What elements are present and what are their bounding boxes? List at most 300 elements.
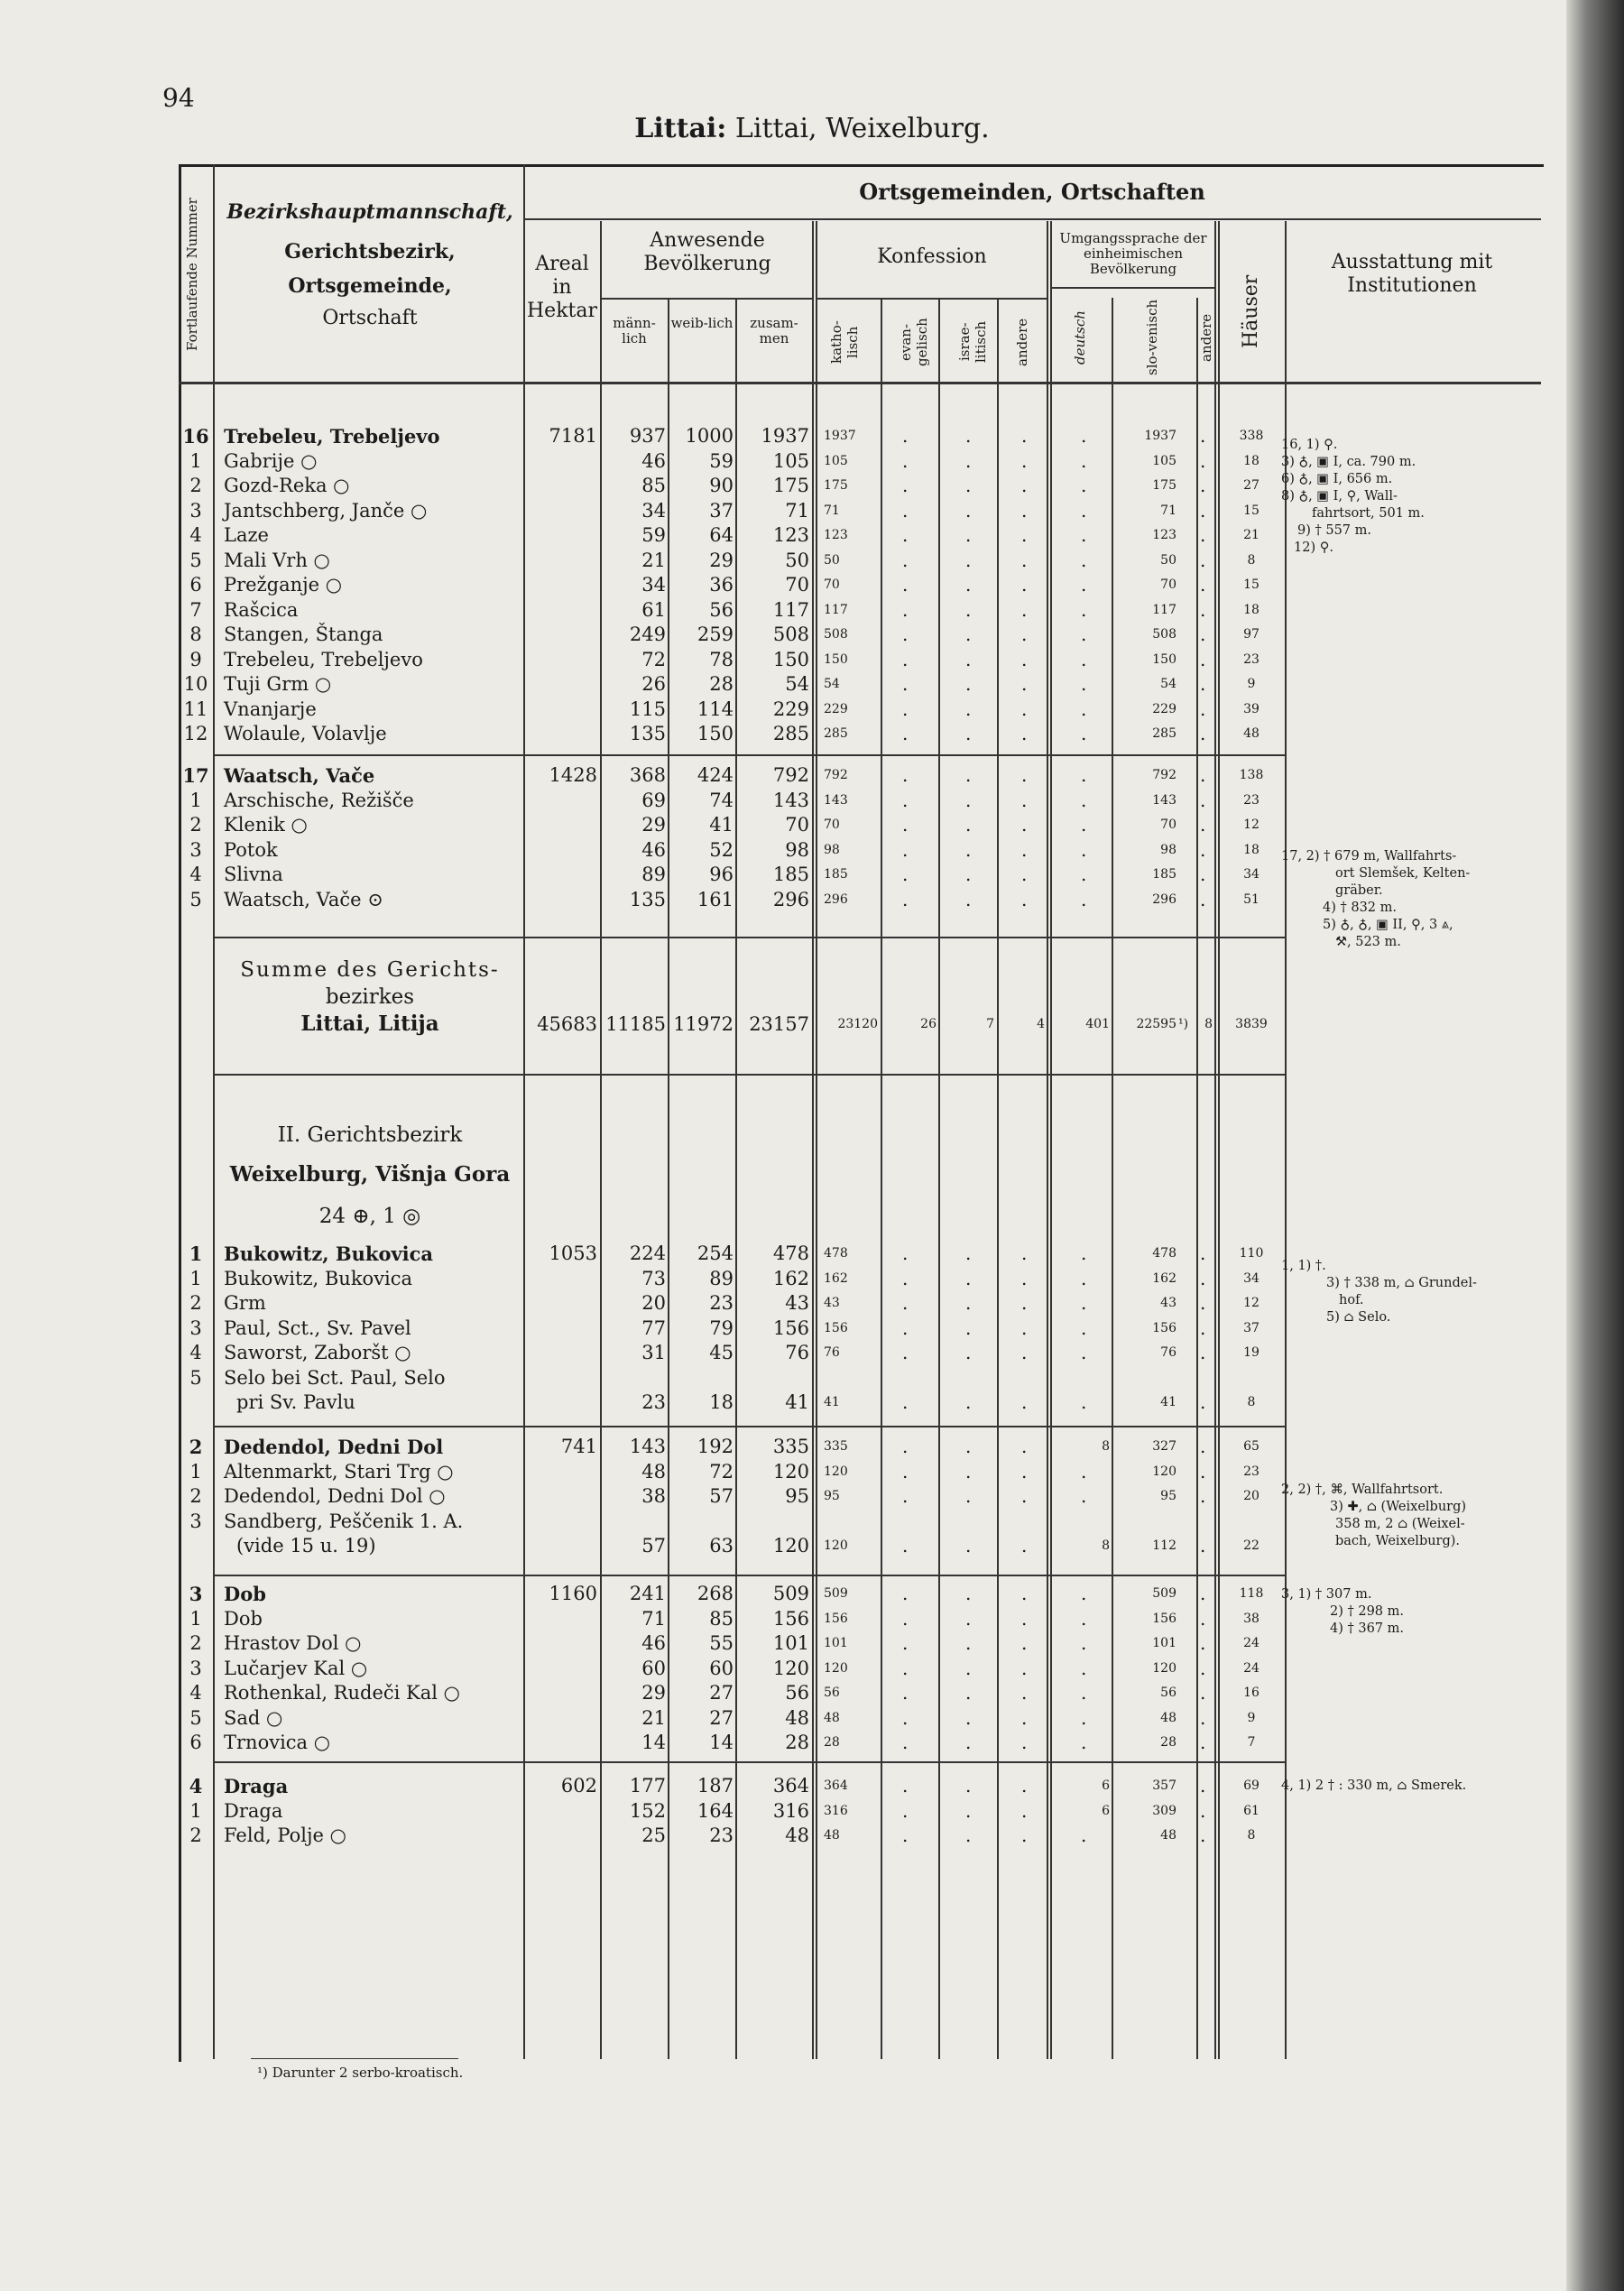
header-andere2: andere [1198,313,1214,362]
remark-line: 4) † 832 m. [1323,901,1397,915]
row-slovenisch: 71 [1160,503,1176,518]
row-ortschaft: Hrastov Dol ○ [224,1632,362,1654]
row-weiblich: 74 [709,789,734,811]
row-weiblich: 89 [709,1267,734,1289]
row-zusammen: 48 [785,1706,809,1729]
empty-cell-dot: . [1021,814,1028,836]
row-weiblich: 23 [709,1824,734,1846]
empty-cell-dot: . [902,1460,909,1483]
empty-cell-dot: . [902,1267,909,1289]
scan-edge-shadow [1566,0,1624,2291]
row-zusammen: 150 [772,648,809,670]
empty-cell-dot: . [965,598,972,621]
row-ortschaft: Lučarjev Kal ○ [224,1657,368,1679]
empty-cell-dot: . [1200,1534,1206,1557]
row-maennlich: 34 [641,499,666,522]
row-katholisch: 95 [824,1489,840,1503]
row-ortschaft: Trnovica ○ [224,1732,331,1753]
row-number: 6 [189,574,202,596]
empty-cell-dot: . [1200,723,1206,744]
row-ortschaft: Wolaule, Volavlje [224,723,387,744]
summary-sup: ¹) [1178,1017,1189,1031]
row-maennlich: 937 [629,425,666,447]
row-zusammen: 285 [772,723,809,744]
row-ortschaft: Saworst, Zaboršt ○ [224,1342,411,1363]
empty-cell-dot: . [902,1583,909,1604]
empty-cell-dot: . [1021,1824,1028,1846]
row-zusammen: 156 [772,1316,809,1339]
empty-cell-dot: . [902,1316,909,1339]
row-haeuser: 8 [1247,1828,1256,1843]
row-weiblich: 79 [709,1316,734,1339]
row-slovenisch: 478 [1152,1246,1176,1261]
row-katholisch: 28 [824,1735,840,1750]
row-maennlich: 71 [641,1607,666,1630]
empty-cell-dot: . [902,1436,909,1457]
table-row [0,1824,1624,1848]
empty-cell-dot: . [1081,1460,1087,1483]
table-row [0,623,1624,647]
row-ortschaft: Gozd-Reka ○ [224,475,350,496]
empty-cell-dot: . [1200,764,1206,786]
row-zusammen: 48 [785,1824,809,1846]
remark-line: 16, 1) ⚲. [1281,438,1338,452]
remark-line: 2, 2) †, ⌘, Wallfahrtsort. [1281,1483,1444,1497]
empty-cell-dot: . [902,1485,909,1507]
row-zusammen: 70 [785,574,809,596]
row-zusammen: 316 [772,1799,809,1822]
empty-cell-dot: . [1021,499,1028,522]
row-slovenisch: 117 [1152,602,1176,617]
row-zusammen: 229 [772,697,809,720]
row-haeuser: 34 [1243,867,1260,882]
empty-cell-dot: . [965,1732,972,1753]
empty-cell-dot: . [902,1657,909,1679]
empty-cell-dot: . [965,673,972,695]
summary-haus: 3839 [1235,1017,1268,1031]
empty-cell-dot: . [1021,1242,1028,1264]
row-number: 2 [189,1436,203,1458]
row-katholisch: 120 [824,1660,848,1676]
row-haeuser: 48 [1243,726,1260,741]
empty-cell-dot: . [1200,673,1206,695]
empty-cell-dot: . [902,1292,909,1314]
row-katholisch: 285 [824,726,848,741]
row-maennlich: 14 [641,1732,666,1753]
row-slovenisch: 70 [1160,577,1176,592]
row-slovenisch: 98 [1160,842,1176,857]
row-haeuser: 12 [1243,1296,1260,1310]
summary-line2: bezirkes [325,985,415,1009]
header-bezirk-line1: Bezirkshauptmannschaft, [226,200,513,224]
row-ortschaft: Prežganje ○ [224,574,343,596]
row-haeuser: 24 [1243,1660,1260,1676]
empty-cell-dot: . [1081,1824,1087,1846]
table-row [0,672,1624,697]
empty-cell-dot: . [1021,549,1028,571]
row-slovenisch: 95 [1160,1489,1176,1503]
empty-cell-dot: . [965,697,972,720]
empty-cell-dot: . [1200,1267,1206,1289]
row-ortschaft: Stangen, Štanga [224,624,383,645]
row-ortschaft: Bukowitz, Bukovica [224,1242,434,1265]
row-haeuser: 118 [1239,1586,1264,1601]
empty-cell-dot: . [1081,888,1087,910]
header-katholisch: katho-lisch [828,320,861,364]
row-haeuser: 97 [1243,627,1260,642]
empty-cell-dot: . [1021,475,1028,496]
row-ortschaft: Vnanjarje [224,697,317,720]
empty-cell-dot: . [965,1632,972,1654]
row-maennlich: 57 [641,1534,666,1557]
summary-kath: 23120 [837,1017,878,1031]
empty-cell-dot: . [1200,1682,1206,1704]
table-row [0,1341,1624,1365]
row-areal: 602 [560,1775,597,1797]
empty-cell-dot: . [1200,1316,1206,1339]
row-katholisch: 229 [824,701,848,716]
table-row [0,598,1624,623]
row-weiblich: 18 [709,1390,734,1413]
row-zusammen: 335 [772,1436,809,1457]
row-number: 1 [189,1460,202,1483]
empty-cell-dot: . [965,864,972,885]
empty-cell-dot: . [1200,814,1206,836]
table-row [0,813,1624,837]
remark-line: 3) † 338 m, ⌂ Grundel- [1326,1276,1477,1290]
empty-cell-dot: . [965,1267,972,1289]
row-maennlich: 29 [641,1682,666,1704]
page-title-rest: Littai, Weixelburg. [726,113,990,144]
row-ortschaft: Dob [224,1583,266,1605]
row-slovenisch: 48 [1160,1710,1176,1725]
row-maennlich: 72 [641,648,666,670]
table-row [0,1366,1624,1413]
row-maennlich: 60 [641,1657,666,1679]
row-number: 1 [189,1267,202,1289]
empty-cell-dot: . [1200,1342,1206,1363]
row-areal: 741 [560,1436,597,1457]
empty-cell-dot: . [1200,838,1206,861]
remark-line: hof. [1339,1293,1364,1307]
empty-cell-dot: . [965,814,972,836]
empty-cell-dot: . [1021,723,1028,744]
row-maennlich: 46 [641,1632,666,1654]
remark-line: 2) † 298 m. [1330,1604,1404,1619]
row-ortschaft: Altenmarkt, Stari Trg ○ [224,1460,454,1483]
row-haeuser: 18 [1243,842,1260,857]
row-deutsch: 8 [1102,1439,1110,1454]
row-slovenisch: 70 [1160,818,1176,832]
empty-cell-dot: . [1200,1657,1206,1679]
empty-cell-dot: . [965,499,972,522]
row-slovenisch: 56 [1160,1686,1176,1700]
empty-cell-dot: . [902,697,909,720]
table-row [0,1706,1624,1731]
row-maennlich: 46 [641,838,666,861]
empty-cell-dot: . [902,549,909,571]
row-katholisch: 123 [824,528,848,542]
row-haeuser: 16 [1243,1686,1260,1700]
empty-cell-dot: . [1081,697,1087,720]
summary-row [0,1012,1624,1037]
row-katholisch: 162 [824,1270,848,1286]
remark-line: 6) ♁, ▣ I, 656 m. [1281,472,1393,486]
summary-deu: 401 [1085,1017,1110,1031]
row-haeuser: 18 [1243,602,1260,617]
row-ortschaft: Grm [224,1292,266,1314]
empty-cell-dot: . [965,1775,972,1797]
row-number: 1 [189,1607,202,1630]
row-zusammen: 120 [772,1534,809,1557]
row-haeuser: 51 [1243,891,1260,907]
header-maennlich: männ-lich [613,315,656,346]
empty-cell-dot: . [1081,1316,1087,1339]
empty-cell-dot: . [1200,1583,1206,1604]
row-katholisch: 76 [824,1345,840,1360]
row-zusammen: 28 [785,1732,809,1753]
remarks-2 [1281,1482,1543,1550]
summary-slov: 22595 [1136,1017,1176,1031]
row-number: 16 [182,425,209,448]
row-katholisch: 175 [824,478,848,493]
table-row [0,763,1624,788]
row-ortschaft: Waatsch, Vače ⊙ [224,888,383,910]
row-haeuser: 61 [1243,1803,1260,1818]
row-ortschaft: Tuji Grm ○ [224,673,332,695]
row-ortschaft: Arschische, Režišče [224,789,414,811]
empty-cell-dot: . [965,475,972,496]
row-number: 17 [182,764,209,787]
row-haeuser: 9 [1247,1710,1256,1725]
row-ortschaft: Dedendol, Dedni Dol ○ [224,1485,446,1507]
row-zusammen: 76 [785,1342,809,1363]
row-number: 11 [183,697,208,720]
row-maennlich: 241 [629,1583,666,1604]
empty-cell-dot: . [1200,449,1206,472]
row-weiblich: 64 [709,524,734,546]
row-ortschaft: Dob [224,1607,263,1630]
row-ortschaft: Bukowitz, Bukovica [224,1267,413,1289]
empty-cell-dot: . [965,1436,972,1457]
empty-cell-dot: . [965,524,972,546]
group-rule [213,937,1285,938]
row-maennlich: 26 [641,673,666,695]
empty-cell-dot: . [965,1485,972,1507]
row-areal: 1160 [549,1583,597,1604]
row-number: 1 [189,789,202,811]
row-weiblich: 52 [709,838,734,861]
empty-cell-dot: . [965,764,972,786]
empty-cell-dot: . [902,814,909,836]
section2-line3: 24 ⊕, 1 ◎ [318,1205,421,1228]
empty-cell-dot: . [1021,789,1028,811]
page-number: 94 [162,83,195,113]
empty-cell-dot: . [1081,598,1087,621]
row-zusammen: 175 [772,475,809,496]
table-row [0,1460,1624,1484]
summary-evan: 26 [920,1017,937,1031]
empty-cell-dot: . [965,1292,972,1314]
row-katholisch: 98 [824,842,840,857]
empty-cell-dot: . [1081,1607,1087,1630]
empty-cell-dot: . [965,624,972,645]
row-katholisch: 296 [824,891,848,907]
remarks-4 [1281,1778,1543,1795]
row-maennlich: 25 [641,1824,666,1846]
row-slovenisch: 309 [1152,1803,1176,1818]
empty-cell-dot: . [965,1824,972,1846]
empty-cell-dot: . [902,1607,909,1630]
row-haeuser: 20 [1243,1489,1260,1503]
row-number: 2 [189,1292,202,1314]
row-maennlich: 20 [641,1292,666,1314]
row-ortschaft: Jantschberg, Janče ○ [224,499,428,522]
row-ortschaft: Sandberg, Peščenik 1. A. [224,1510,464,1532]
row-ortschaft: Paul, Sct., Sv. Pavel [224,1316,411,1339]
row-number: 12 [183,723,208,744]
row-weiblich: 259 [697,624,734,645]
remark-line: 9) † 557 m. [1297,523,1371,538]
row-weiblich: 36 [709,574,734,596]
row-katholisch: 48 [824,1828,840,1843]
row-katholisch: 335 [824,1439,848,1454]
empty-cell-dot: . [1021,838,1028,861]
empty-cell-dot: . [1081,1342,1087,1363]
empty-cell-dot: . [902,1775,909,1797]
empty-cell-dot: . [1081,764,1087,786]
header-konfession: Konfession [877,245,987,268]
empty-cell-dot: . [1021,764,1028,786]
row-katholisch: 101 [824,1636,848,1650]
empty-cell-dot: . [1081,723,1087,744]
empty-cell-dot: . [902,1706,909,1729]
row-zusammen: 105 [772,449,809,472]
remark-line: 3) ♁, ▣ I, ca. 790 m. [1281,455,1416,469]
row-weiblich: 424 [697,764,734,786]
row-slovenisch: 150 [1152,651,1176,667]
empty-cell-dot: . [902,1534,909,1557]
header-anwesende: Anwesende Bevölkerung [643,229,771,275]
header-evangelisch: evan-gelisch [898,318,930,366]
empty-cell-dot: . [1081,1390,1087,1413]
row-zusammen: 41 [785,1390,809,1413]
row-haeuser: 38 [1243,1611,1260,1626]
empty-cell-dot: . [902,888,909,910]
empty-cell-dot: . [1200,574,1206,596]
remark-line: 8) ♁, ▣ I, ⚲, Wall- [1281,489,1398,503]
empty-cell-dot: . [1200,648,1206,670]
row-slovenisch: 1937 [1144,429,1176,443]
row-number: 2 [189,1632,202,1654]
empty-cell-dot: . [1021,1436,1028,1457]
row-slovenisch: 101 [1152,1636,1176,1650]
remarks-16 [1281,437,1543,557]
row-slovenisch: 28 [1160,1735,1176,1750]
empty-cell-dot: . [1021,1534,1028,1557]
row-slovenisch: 143 [1152,792,1176,808]
row-weiblich: 90 [709,475,734,496]
row-weiblich: 28 [709,673,734,695]
empty-cell-dot: . [1081,1485,1087,1507]
empty-cell-dot: . [1200,1607,1206,1630]
row-maennlich: 38 [641,1485,666,1507]
empty-cell-dot: . [1081,499,1087,522]
empty-cell-dot: . [1081,1732,1087,1753]
empty-cell-dot: . [1200,888,1206,910]
header-deutsch: deutsch [1072,310,1088,365]
page-title-bold: Littai: [634,113,727,144]
empty-cell-dot: . [1200,1775,1206,1797]
empty-cell-dot: . [965,1460,972,1483]
row-ortschaft: Trebeleu, Trebeljevo [224,425,440,448]
row-weiblich: 27 [709,1706,734,1729]
empty-cell-dot: . [965,838,972,861]
row-haeuser: 15 [1243,503,1260,518]
row-number: 2 [189,1824,202,1846]
section2-line1: II. Gerichtsbezirk [277,1123,463,1147]
row-haeuser: 23 [1243,792,1260,808]
row-areal: 1053 [549,1242,597,1264]
header-rule [1050,287,1214,289]
row-number: 2 [189,1485,202,1507]
summary-and2: 8 [1204,1017,1213,1031]
summary-m: 11185 [605,1013,666,1035]
row-number: 3 [189,1510,202,1532]
header-umgangssprache: Umgangssprache der einheimischen Bevölkerung [1059,230,1207,277]
empty-cell-dot: . [1021,1267,1028,1289]
row-haeuser: 23 [1243,651,1260,667]
row-weiblich: 27 [709,1682,734,1704]
table-row [0,1435,1624,1459]
table-row [0,697,1624,722]
row-zusammen: 478 [772,1242,809,1264]
empty-cell-dot: . [1021,1607,1028,1630]
empty-cell-dot: . [1081,524,1087,546]
row-slovenisch: 76 [1160,1345,1176,1360]
empty-cell-dot: . [1200,524,1206,546]
empty-cell-dot: . [1021,574,1028,596]
empty-cell-dot: . [1200,789,1206,811]
row-maennlich: 21 [641,549,666,571]
empty-cell-dot: . [902,1632,909,1654]
header-rule [816,298,1047,300]
empty-cell-dot: . [1021,1342,1028,1363]
empty-cell-dot: . [1200,1292,1206,1314]
row-haeuser: 12 [1243,818,1260,832]
remarks-17 [1281,848,1543,951]
row-number: 1 [189,1242,203,1265]
row-weiblich: 78 [709,648,734,670]
row-zusammen: 156 [772,1607,809,1630]
row-zusammen: 162 [772,1267,809,1289]
empty-cell-dot: . [1200,1242,1206,1264]
empty-cell-dot: . [1200,1732,1206,1753]
row-maennlich: 89 [641,864,666,885]
row-katholisch: 156 [824,1320,848,1335]
header-andere: andere [1014,318,1030,366]
empty-cell-dot: . [1081,838,1087,861]
empty-cell-dot: . [1021,1460,1028,1483]
row-weiblich: 150 [697,723,734,744]
row-weiblich: 164 [697,1799,734,1822]
row-katholisch: 156 [824,1611,848,1626]
table-row [0,648,1624,672]
row-haeuser: 21 [1243,528,1260,542]
empty-cell-dot: . [902,1824,909,1846]
empty-cell-dot: . [1200,1706,1206,1729]
row-haeuser: 7 [1247,1735,1256,1750]
